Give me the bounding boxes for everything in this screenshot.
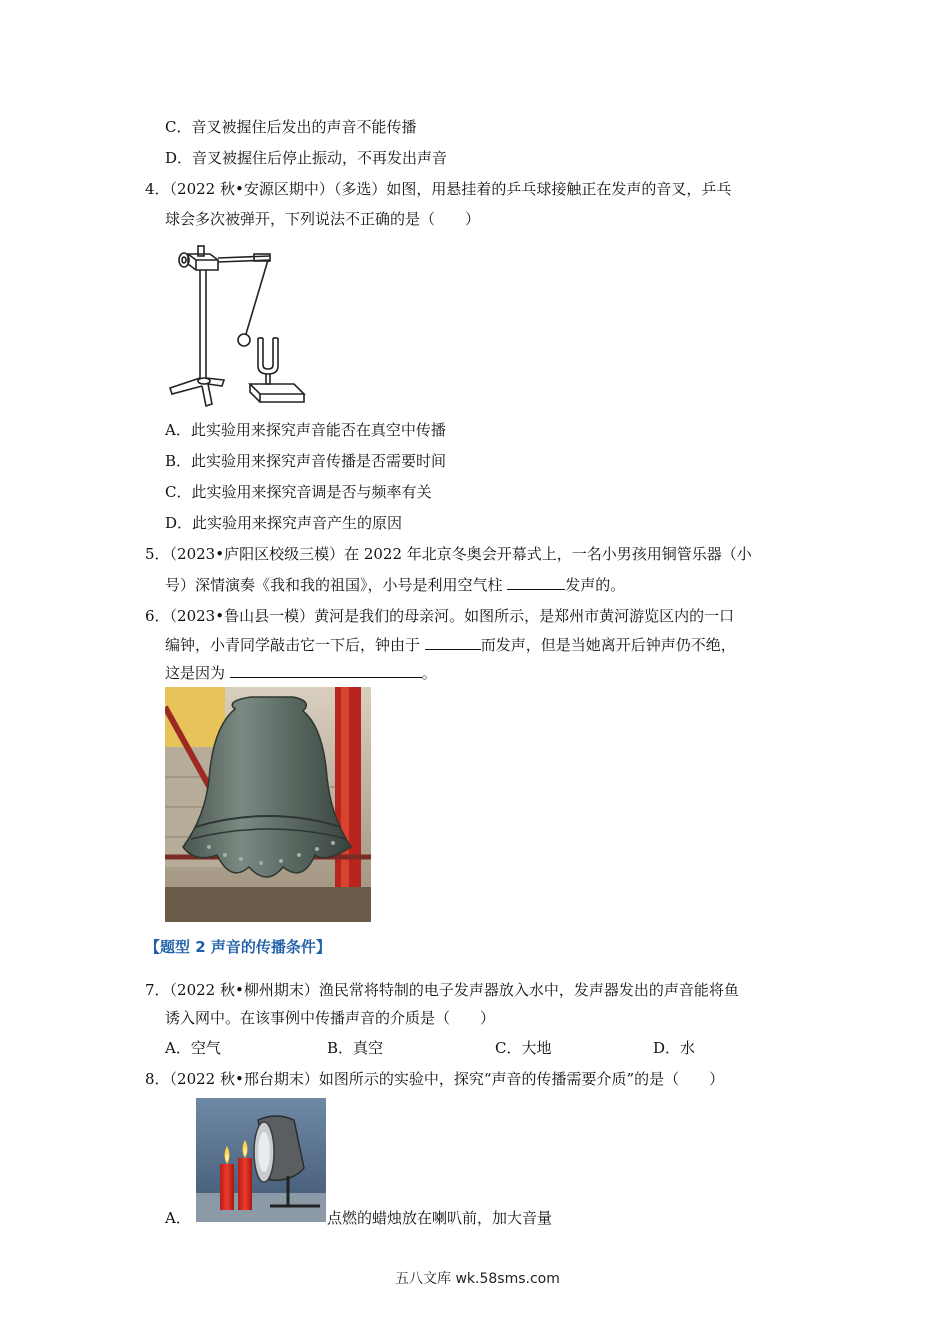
- q4-option-d: D．此实验用来探究声音产生的原因: [165, 514, 403, 532]
- q3-option-c: C．音叉被握住后发出的声音不能传播: [165, 118, 417, 136]
- q7-option-b: B．真空: [327, 1039, 384, 1057]
- q5-stem-line1: 5．（2023•庐阳区校级三模）在 2022 年北京冬奥会开幕式上，一名小男孩用铜管乐器（小: [145, 545, 752, 563]
- q7-option-c: C．大地: [495, 1039, 552, 1057]
- q6-text-after-blank2: 。: [421, 664, 437, 682]
- q6-text-after-blank1: 而发声，但是当她离开后钟声仍不绝，: [480, 636, 736, 654]
- tuning-fork-apparatus-figure: [162, 238, 312, 408]
- bronze-bell-photo: [165, 687, 371, 922]
- q6-stem-line3: [165, 662, 437, 683]
- q6-stem-line1: 6．（2023•鲁山县一模）黄河是我们的母亲河。如图所示，是郑州市黄河游览区内的一口: [145, 607, 735, 625]
- q4-option-c: C．此实验用来探究音调是否与频率有关: [165, 483, 432, 501]
- q5-text-after-blank: 发声的。: [565, 576, 626, 594]
- q8-option-a-label: A．: [165, 1209, 191, 1227]
- section-heading-type2: 【题型 2 声音的传播条件】: [145, 938, 331, 956]
- q5-text-before-blank: 号）深情演奏《我和我的祖国》，小号是利用空气柱: [165, 576, 508, 594]
- q6-text-before-blank2: 这是因为: [165, 664, 230, 682]
- q8-stem-line1: 8．（2022 秋•邢台期末）如图所示的实验中，探究“声音的传播需要介质”的是（ ）: [145, 1070, 725, 1088]
- q5-stem-line2: [165, 574, 625, 595]
- candle-speaker-photo: [196, 1098, 326, 1222]
- q4-option-a: A．此实验用来探究声音能否在真空中传播: [165, 421, 446, 439]
- q4-stem-line1: 4．（2022 秋•安源区期中）（多选）如图，用悬挂着的乒乓球接触正在发声的音叉，乒乓: [145, 180, 732, 198]
- q4-option-b: B．此实验用来探究声音传播是否需要时间: [165, 452, 447, 470]
- q7-option-d: D．水: [653, 1039, 696, 1057]
- q6-stem-line2: [165, 634, 736, 655]
- q3-option-d: D．音叉被握住后停止振动，不再发出声音: [165, 149, 448, 167]
- q8-option-a-text: 点燃的蜡烛放在喇叭前，加大音量: [327, 1209, 553, 1227]
- page-footer-watermark: 五八文库 wk.58sms.com: [395, 1271, 560, 1287]
- q4-stem-line2: 球会多次被弹开，下列说法不正确的是（ ）: [165, 210, 481, 228]
- q7-stem-line1: 7．（2022 秋•柳州期末）渔民常将特制的电子发声器放入水中，发声器发出的声音能将鱼: [145, 981, 739, 999]
- q6-answer-blank-1[interactable]: [425, 635, 481, 650]
- q7-stem-line2: 诱入网中。在该事例中传播声音的介质是（ ）: [165, 1009, 496, 1027]
- q6-text-before-blank1: 编钟，小青同学敲击它一下后，钟由于: [165, 636, 425, 654]
- q5-answer-blank[interactable]: [507, 575, 565, 590]
- q7-option-a: A．空气: [165, 1039, 221, 1057]
- q6-answer-blank-2[interactable]: [230, 663, 422, 678]
